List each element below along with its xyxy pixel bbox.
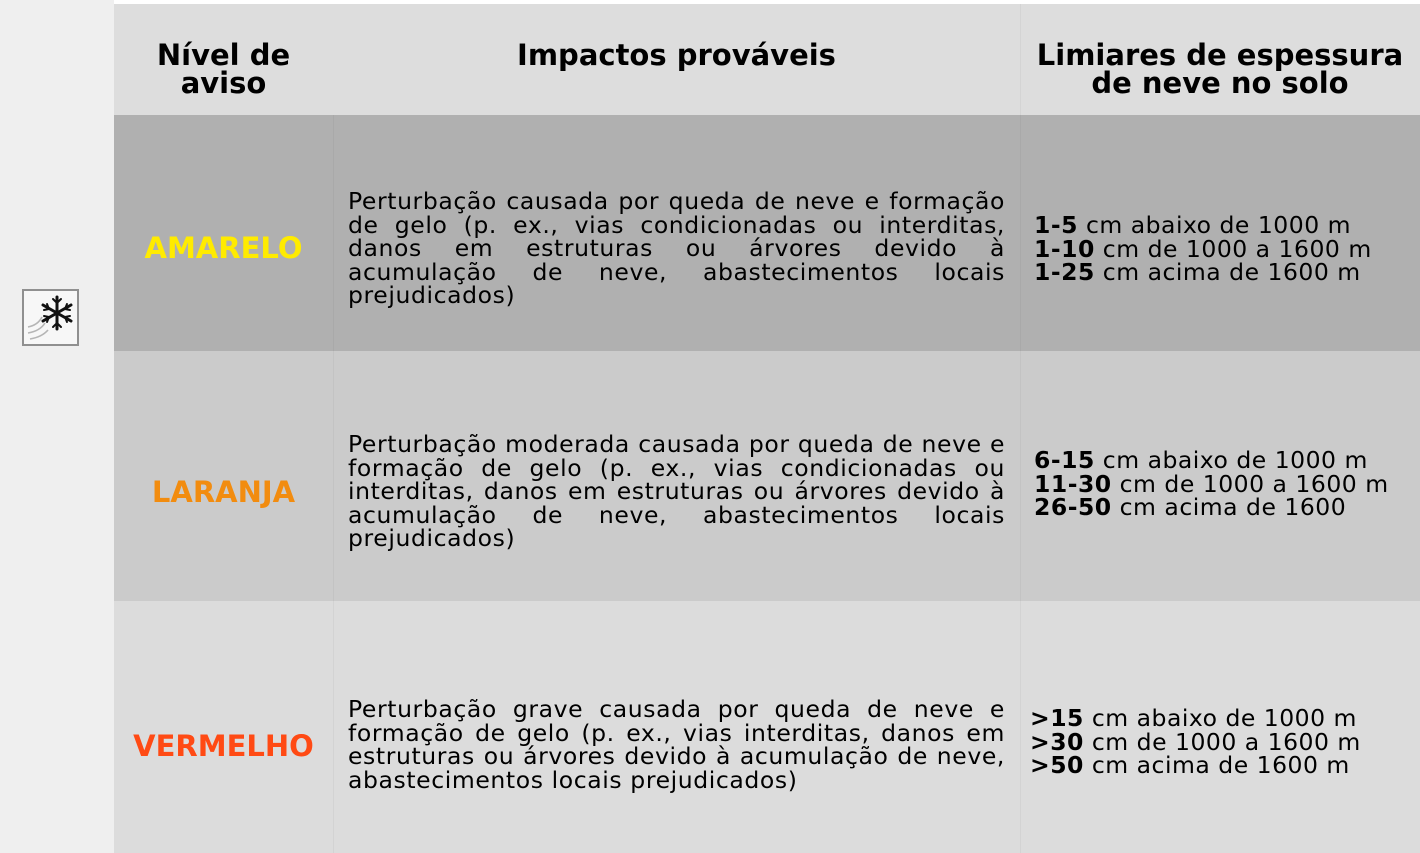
threshold-item: 6-15 cm abaixo de 1000 m	[1034, 446, 1368, 474]
threshold-item: >15 cm abaixo de 1000 m	[1030, 704, 1357, 732]
header-impacts	[333, 4, 1020, 115]
warning-row-amarelo	[114, 115, 1420, 351]
threshold-list	[1034, 446, 1389, 521]
threshold-list	[1030, 704, 1361, 779]
impact-cell	[333, 601, 1020, 853]
threshold-item: 1-10 cm de 1000 a 1600 m	[1034, 234, 1372, 263]
header-thresholds-line1: Limiares de espessura	[1036, 38, 1404, 72]
impact-text: Perturbação causada por queda de neve e formação de gelo (p. ex., vias condicionadas ou interditas, danos em estruturas ou árvores devido à acumulação de neve, abastecimentos locais prejudicados)	[348, 187, 1005, 309]
warning-row-laranja	[114, 351, 1420, 601]
threshold-item: >50 cm acima de 1600 m	[1030, 751, 1350, 779]
level-cell	[114, 601, 333, 853]
header-thresholds-line2: de neve no solo	[1091, 66, 1349, 100]
level-label: AMARELO	[144, 231, 303, 265]
threshold-item: >30 cm de 1000 a 1600 m	[1030, 727, 1361, 756]
threshold-cell	[1020, 351, 1420, 601]
level-cell	[114, 115, 333, 351]
impact-cell	[333, 115, 1020, 351]
threshold-item: 11-30 cm de 1000 a 1600 m	[1034, 469, 1389, 498]
impact-text: Perturbação moderada causada por queda de neve e formação de gelo (p. ex., vias condicionadas ou interditas, danos em estruturas ou árvores devido à acumulação de neve, abastecimentos locais prejudicados)	[348, 430, 1005, 552]
header-level-line1: Nível de	[156, 38, 291, 72]
column-divider	[333, 115, 334, 853]
impact-cell	[333, 351, 1020, 601]
threshold-item: 1-25 cm acima de 1600 m	[1034, 258, 1361, 286]
level-label: VERMELHO	[133, 729, 314, 763]
threshold-item: 1-5 cm abaixo de 1000 m	[1034, 211, 1352, 239]
impact-text: Perturbação grave causada por queda de neve e formação de gelo (p. ex., vias interditas, danos em estruturas ou árvores devido à acumulação de neve, abastecimentos locais prejudicados)	[348, 695, 1005, 794]
column-divider	[1020, 4, 1021, 853]
threshold-cell	[1020, 115, 1420, 351]
threshold-list	[1034, 211, 1372, 286]
level-label: LARANJA	[151, 475, 296, 509]
snow-icon	[22, 289, 79, 346]
header-level-line2: aviso	[180, 66, 267, 100]
icon-column	[0, 0, 114, 853]
level-cell	[114, 351, 333, 601]
warning-row-vermelho	[114, 601, 1420, 853]
header-thresholds	[1020, 4, 1420, 115]
header-impacts-text: Impactos prováveis	[517, 38, 836, 72]
threshold-item: 26-50 cm acima de 1600	[1034, 493, 1347, 521]
header-level	[114, 4, 333, 115]
threshold-cell	[1020, 601, 1420, 853]
